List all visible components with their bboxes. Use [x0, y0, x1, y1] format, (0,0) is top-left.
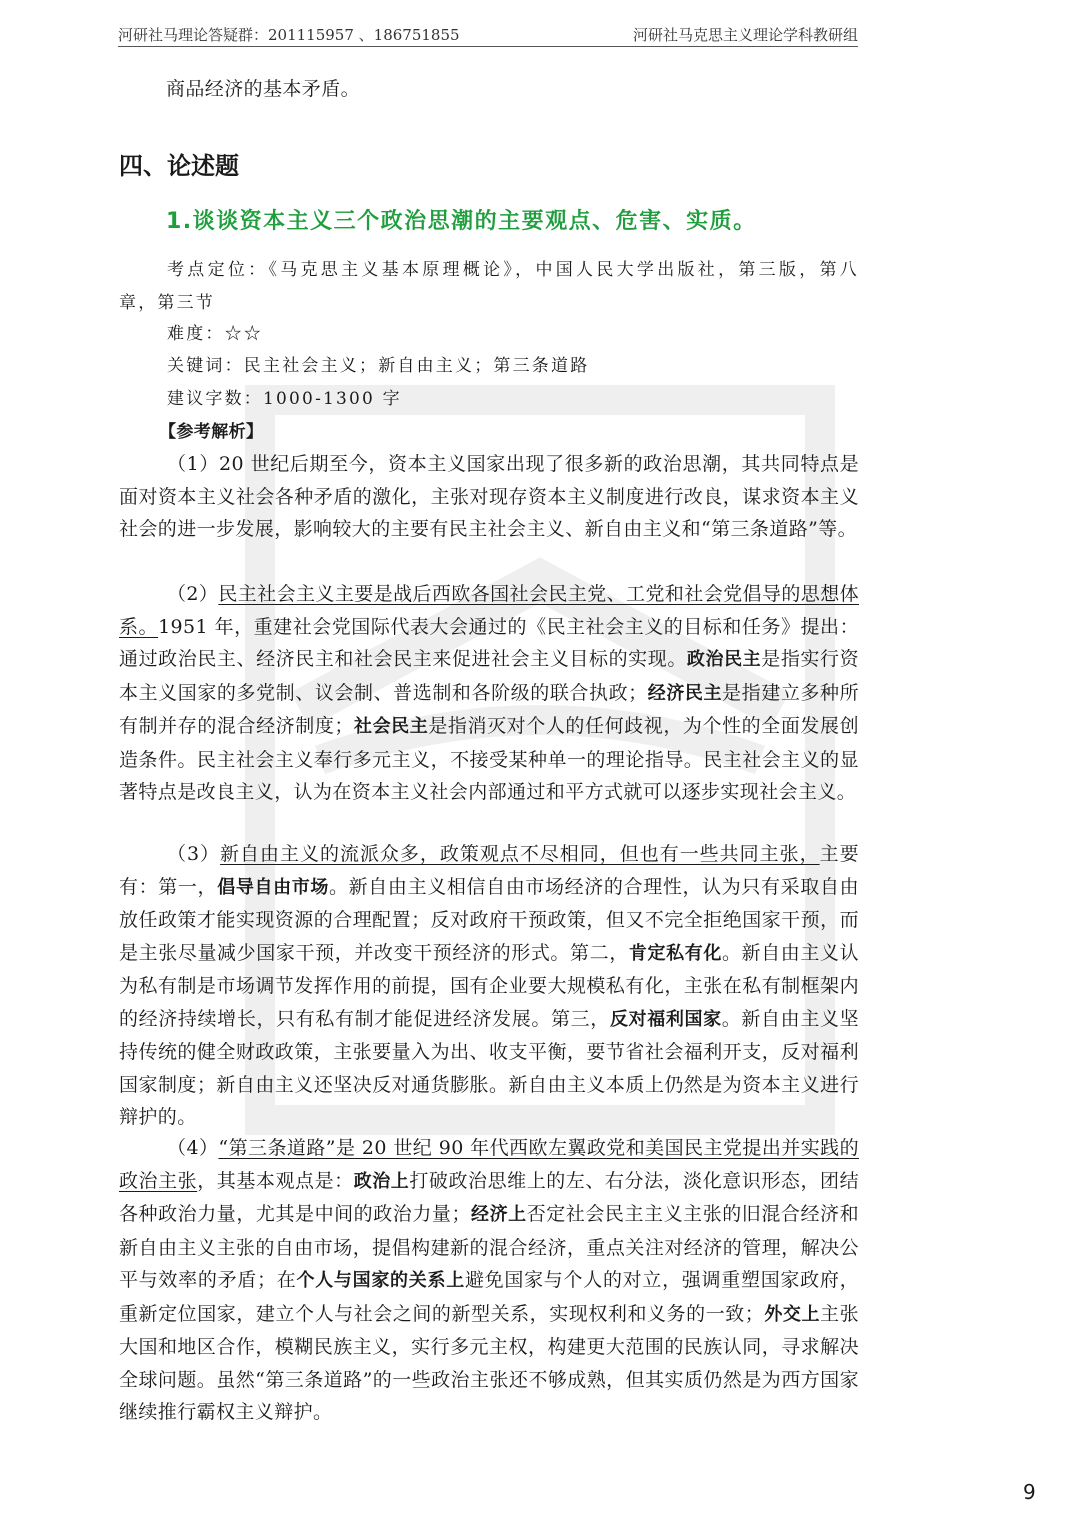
header-left: 河研社马理论答疑群：201115957 、186751855 — [118, 26, 460, 44]
question-title: 1.谈谈资本主义三个政治思潮的主要观点、危害、实质。 — [166, 209, 757, 234]
underline-text: “第三条道路”是 20 世纪 90 年代西欧左翼政党和美国民主党提出并实践的政治主张 — [119, 1137, 859, 1192]
bold-term: 个人与国家的关系上 — [296, 1270, 465, 1291]
lead-text: 商品经济的基本矛盾。 — [166, 78, 361, 100]
bold-term: 肯定私有化 — [628, 942, 722, 964]
bold-term: 外交上 — [764, 1303, 821, 1325]
bold-term: 经济民主 — [647, 682, 723, 704]
paragraph-3: （3）新自由主义的流派众多，政策观点不尽相同，但也有一些共同主张，主要有：第一，倡导自由市场。新自由主义相信自由市场经济的合理性，认为只有采取自由放任政策才能实现资源的合理配置；反对政府干预政策，但又不完全拒绝国家干预，而是主张尽量减少国家干预，并改变干预经济的形式。第二，肯定私有化。新自由主义认为私有制是市场调节发挥作用的前提，国有企业要大规模私有化，主张在私有制框架内的经济持续增长，只有私有制才能促进经济发展。第三，反对福利国家。新自由主义坚持传统的健全财政政策，主张要量入为出、收支平衡，要节省社会福利开支，反对福利国家制度；新自由主义还坚决反对通货膨胀。新自由主义本质上仍然是为资本主义进行辩护的。 — [119, 843, 859, 1128]
bold-term: 经济上 — [470, 1204, 527, 1225]
analysis-label: 【参考解析】 — [159, 422, 264, 442]
meta-difficulty: 难度：☆☆ — [167, 324, 263, 344]
meta-location: 考点定位：《马克思主义基本原理概论》，中国人民大学出版社，第三版，第八章，第三节 — [119, 260, 859, 313]
bold-term: 反对福利国家 — [609, 1008, 722, 1030]
underline-text: 民主社会主义主要是战后西欧各国社会民主党、工党和社会党倡导的思想体系。 — [119, 583, 860, 638]
underline-text: 新自由主义的流派众多，政策观点不尽相同，但也有一些共同主张， — [220, 843, 820, 865]
meta-keywords: 关键词：民主社会主义；新自由主义；第三条道路 — [167, 356, 590, 376]
header-right: 河研社马克思主义理论学科教研组 — [632, 26, 858, 44]
bold-term: 社会民主 — [353, 716, 429, 737]
bold-term: 政治民主 — [686, 649, 762, 670]
bold-term: 政治上 — [353, 1170, 410, 1192]
page-number: 9 — [1023, 1480, 1036, 1504]
paragraph-4: （4）“第三条道路”是 20 世纪 90 年代西欧左翼政党和美国民主党提出并实践的政治主张，其基本观点是：政治上打破政治思维上的左、右分法，淡化意识形态，团结各种政治力量，尤其是中间的政治力量；经济上否定社会民主主义主张的旧混合经济和新自由主义主张的自由市场，提倡构建新的混合经济，重点关注对经济的管理，解决公平与效率的矛盾；在个人与国家的关系上避免国家与个人的对立，强调重塑国家政府，重新定位国家，建立个人与社会之间的新型关系，实现权利和义务的一致；外交上主张大国和地区合作，模糊民族主义，实行多元主权，构建更大范围的民族认同，寻求解决全球问题。虽然“第三条道路”的一些政治主张还不够成熟，但其实质仍然是为西方国家继续推行霸权主义辩护。 — [119, 1137, 859, 1423]
paragraph-2: （2）民主社会主义主要是战后西欧各国社会民主党、工党和社会党倡导的思想体系。1951 年，重建社会党国际代表大会通过的《民主社会主义的目标和任务》提出：通过政治民主、经济民主和社会民主来促进社会主义目标的实现。政治民主是指实行资本主义国家的多党制、议会制、普选制和各阶级的联合执政；经济民主是指建立多种所有制并存的混合经济制度；社会民主是指消灭对个人的任何歧视，为个性的全面发展创造条件。民主社会主义奉行多元主义，不接受某种单一的理论指导。民主社会主义的显著特点是改良主义，认为在资本主义社会内部通过和平方式就可以逐步实现社会主义。 — [119, 583, 860, 803]
bold-term: 倡导自由市场 — [217, 876, 330, 898]
paragraph-1: （1）20 世纪后期至今，资本主义国家出现了很多新的政治思潮，其共同特点是面对资本主义社会各种矛盾的激化，主张对现存资本主义制度进行改良，谋求资本主义社会的进一步发展，影响较大的主要有民主社会主义、新自由主义和“第三条道路”等。 — [119, 453, 859, 540]
section-title: 四、论述题 — [119, 152, 239, 180]
meta-words: 建议字数：1000-1300 字 — [167, 389, 402, 409]
page-header — [118, 22, 858, 47]
